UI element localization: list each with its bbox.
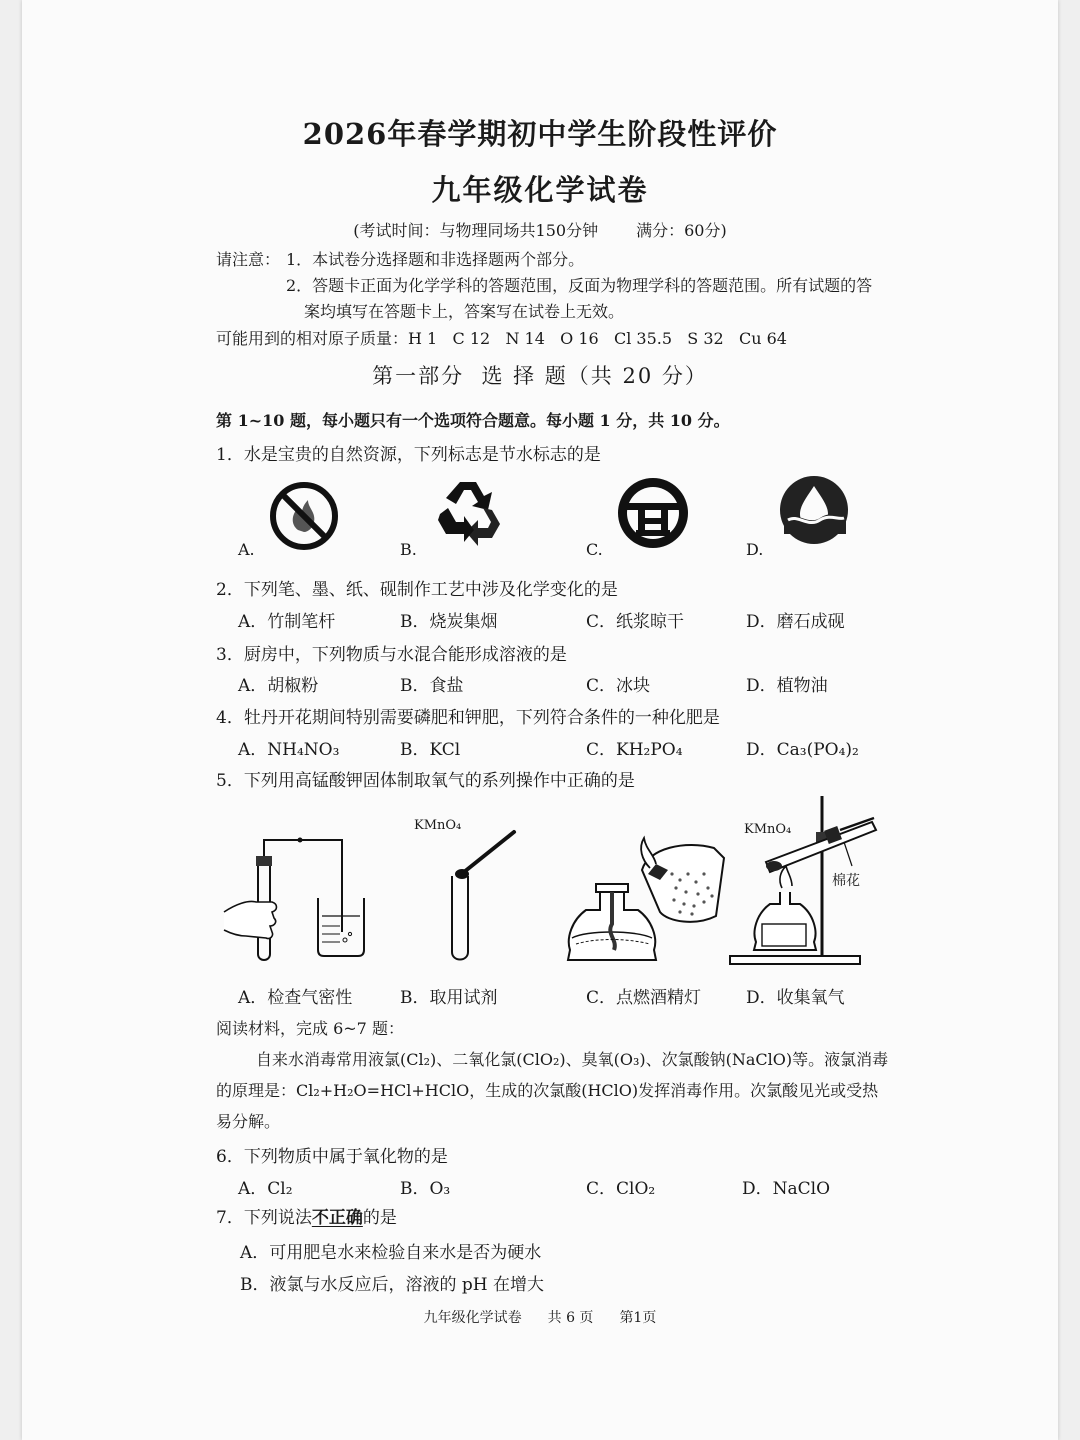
collect-oxygen-apparatus [726, 792, 896, 968]
water-saving-icon [616, 476, 690, 550]
q4-option-b: B．KCl [400, 740, 461, 760]
q1-option-d: D. [746, 540, 764, 559]
note-item-2-line-2: 案均填写在答题卡上，答案写在试卷上无效。 [304, 302, 625, 321]
light-lamp-apparatus [556, 834, 736, 969]
section-instruction: 第 1~10 题，每小题只有一个选项符合题意。每小题 1 分，共 10 分。 [216, 411, 730, 430]
airtightness-check-apparatus [222, 832, 372, 967]
q6-option-d: D．NaClO [742, 1179, 831, 1199]
note-item-2-line-1: 2．答题卡正面为化学学科的答题范围，反面为物理学科的答题范围。所有试题的答 [286, 276, 873, 295]
q6-option-b: B．O₃ [400, 1179, 451, 1199]
q2-stem: 2．下列笔、墨、纸、砚制作工艺中涉及化学变化的是 [216, 580, 618, 600]
q7-stem-emphasis: 不正确 [311, 1208, 363, 1228]
q7-option-a: A．可用肥皂水来检验自来水是否为硬水 [240, 1243, 542, 1263]
exam-subtitle: 九年级化学试卷 [431, 173, 649, 207]
q5-option-d: D．收集氧气 [746, 988, 845, 1008]
q6-option-a: A．Cl₂ [238, 1179, 293, 1199]
q1-option-c: C. [586, 540, 603, 559]
q5-option-c: C．点燃酒精灯 [586, 988, 702, 1008]
no-fire-icon [268, 480, 340, 552]
q5-stem: 5．下列用高锰酸钾固体制取氧气的系列操作中正确的是 [216, 771, 635, 791]
q2-option-d: D．磨石成砚 [746, 612, 845, 632]
q1-stem: 1．水是宝贵的自然资源，下列标志是节水标志的是 [216, 445, 601, 465]
reading-line-2: 的原理是：Cl₂+H₂O=HCl+HClO，生成的次氯酸(HClO)发挥消毒作用。次氯酸见光或受热 [216, 1081, 879, 1100]
q6-stem: 6．下列物质中属于氧化物的是 [216, 1147, 448, 1167]
exam-time: (考试时间：与物理同场共150分钟 [353, 221, 599, 240]
q1-option-a: A. [238, 540, 255, 559]
footer-pages: 共 6 页 [547, 1310, 594, 1326]
exam-page [22, 0, 1058, 1440]
take-reagent-apparatus [422, 826, 532, 966]
q2-option-a: A．竹制笔杆 [238, 612, 336, 632]
recycle-icon [430, 474, 506, 550]
q7-stem-pre: 7．下列说法 [216, 1208, 312, 1228]
q4-stem: 4．牡丹开花期间特别需要磷肥和钾肥，下列符合条件的一种化肥是 [216, 708, 720, 728]
q3-option-b: B．食盐 [400, 676, 464, 696]
footer-name: 九年级化学试卷 [423, 1310, 522, 1326]
footer-page-number: 第1页 [619, 1310, 657, 1326]
section-title: 第一部分 选 择 题（共 20 分） [372, 364, 708, 388]
q7-stem [216, 1203, 397, 1228]
full-score: 满分：60分) [636, 221, 727, 240]
kmno4-label-d: KMnO₄ [744, 822, 792, 837]
reading-line-1: 自来水消毒常用液氯(Cl₂)、二氧化氯(ClO₂)、臭氧(O₃)、次氯酸钠(NaClO)等。液氯消毒 [256, 1050, 889, 1069]
page-footer [22, 1307, 1058, 1327]
q2-option-c: C．纸浆晾干 [586, 612, 685, 632]
atomic-mass-line [216, 326, 787, 349]
q3-stem: 3．厨房中，下列物质与水混合能形成溶液的是 [216, 645, 567, 665]
q1-option-b: B. [400, 540, 417, 559]
cotton-label: 棉花 [832, 873, 860, 889]
q3-option-d: D．植物油 [746, 676, 828, 696]
q7-option-b: B．液氯与水反应后，溶液的 pH 在增大 [240, 1275, 545, 1295]
q2-option-b: B．烧炭集烟 [400, 612, 498, 632]
q3-option-c: C．冰块 [586, 676, 651, 696]
q4-option-a: A．NH₄NO₃ [238, 740, 340, 760]
q5-option-b: B．取用试剂 [400, 988, 498, 1008]
atomic-mass-values: H 1 C 12 N 14 O 16 Cl 35.5 S 32 Cu 64 [408, 329, 787, 348]
atomic-mass-label: 可能用到的相对原子质量： [216, 329, 409, 348]
water-drop-icon [778, 474, 850, 546]
q5-option-a: A．检查气密性 [238, 988, 353, 1008]
q7-stem-post: 的是 [362, 1208, 397, 1228]
q4-option-c: C．KH₂PO₄ [586, 740, 683, 760]
notes-label: 请注意： [216, 250, 281, 269]
exam-info [22, 218, 1058, 241]
q3-option-a: A．胡椒粉 [238, 676, 319, 696]
reading-line-3: 易分解。 [216, 1112, 281, 1131]
reading-intro: 阅读材料，完成 6~7 题： [216, 1019, 404, 1038]
q4-option-d: D．Ca₃(PO₄)₂ [746, 740, 859, 760]
kmno4-label-b: KMnO₄ [414, 818, 462, 833]
q6-option-c: C．ClO₂ [586, 1179, 656, 1199]
note-item-1: 1．本试卷分选择题和非选择题两个部分。 [286, 250, 585, 269]
exam-title: 2026年春学期初中学生阶段性评价 [302, 117, 778, 151]
